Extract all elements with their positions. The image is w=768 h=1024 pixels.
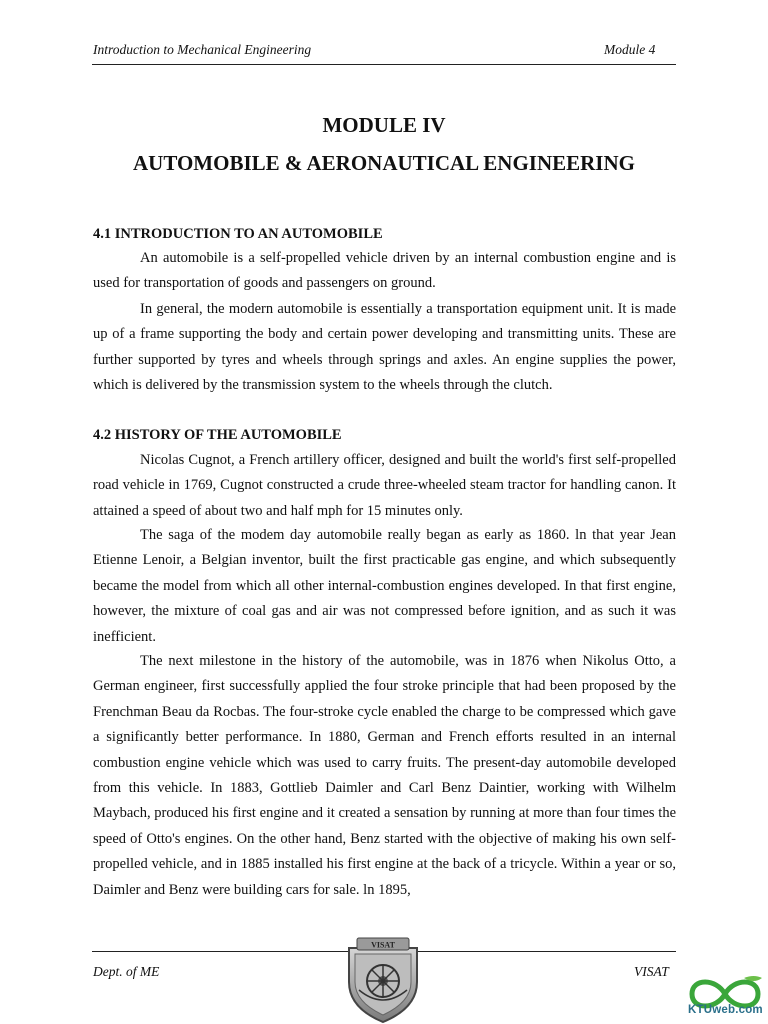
paragraph: Nicolas Cugnot, a French artillery officer, designed and built the world's first self-propelled road vehicle in 1769, Cugnot constructed a crude three-wheeled steam tractor for handling canon. It attained a speed of about two and half mph for 15 minutes only. <box>93 452 676 519</box>
emblem-text: VISAT <box>371 940 395 950</box>
college-crest-emblem-icon <box>341 934 425 1024</box>
paragraph: The next milestone in the history of the automobile, was in 1876 when Nikolus Otto, a German engineer, first successfully applied the four stroke principle that had been proposed by the Frenchman Beau da Rocbas. The four-stroke cycle enabled the charge to be compressed which gave a significantly better performance. In 1880, German and French efforts resulted in an internal combustion engine vehicle which was used to carry fruits. The present-day automobile developed from this vehicle. In 1883, Gottlieb Daimler and Carl Benz Daintier, working with Wilhelm Maybach, produced his first engine and it created a sensation by running at more than four times the speed of Otto's engines. On the other hand, Benz started with the objective of making his own self-propelled vehicle, and in 1885 installed his first engine at the back of a tricycle. Within a year or so, Daimler and Benz were building cars for sale. ln 1895, <box>93 653 676 898</box>
footer-college: VISAT <box>634 964 669 979</box>
section-heading-intro: 4.1 INTRODUCTION TO AN AUTOMOBILE <box>93 226 383 242</box>
paragraph: An automobile is a self-propelled vehicle driven by an internal combustion engine and is used for transportation of goods and passengers on ground. <box>93 250 676 292</box>
watermark-text: KTUweb.com <box>688 1004 763 1016</box>
section-heading-history: 4.2 HISTORY OF THE AUTOMOBILE <box>93 427 342 443</box>
running-header-module: Module 4 <box>604 42 656 57</box>
paragraph: In general, the modern automobile is essentially a transportation equipment unit. It is made up of a frame supporting the body and certain power developing and transmitting units. These are further supported by tyres and wheels through springs and axles. An engine supplies the power, which is delivered by the transmission system to the wheels through the clutch. <box>93 301 676 394</box>
paragraph: The saga of the modem day automobile really began as early as 1860. ln that year Jean Etienne Lenoir, a Belgian inventor, built the first practicable gas engine, and which subsequently became the model from which all other internal-combustion engines developed. In that first engine, however, the mixture of coal gas and air was not compressed before ignition, and as such it was inefficient. <box>93 527 676 645</box>
infinity-leaf-logo-icon <box>682 972 768 1024</box>
module-subject-title: AUTOMOBILE & AERONAUTICAL ENGINEERING <box>133 151 635 175</box>
module-number-title: MODULE IV <box>322 113 446 137</box>
footer-department: Dept. of ME <box>93 964 160 979</box>
running-header-title: Introduction to Mechanical Engineering <box>93 42 312 57</box>
header-rule <box>92 64 676 65</box>
